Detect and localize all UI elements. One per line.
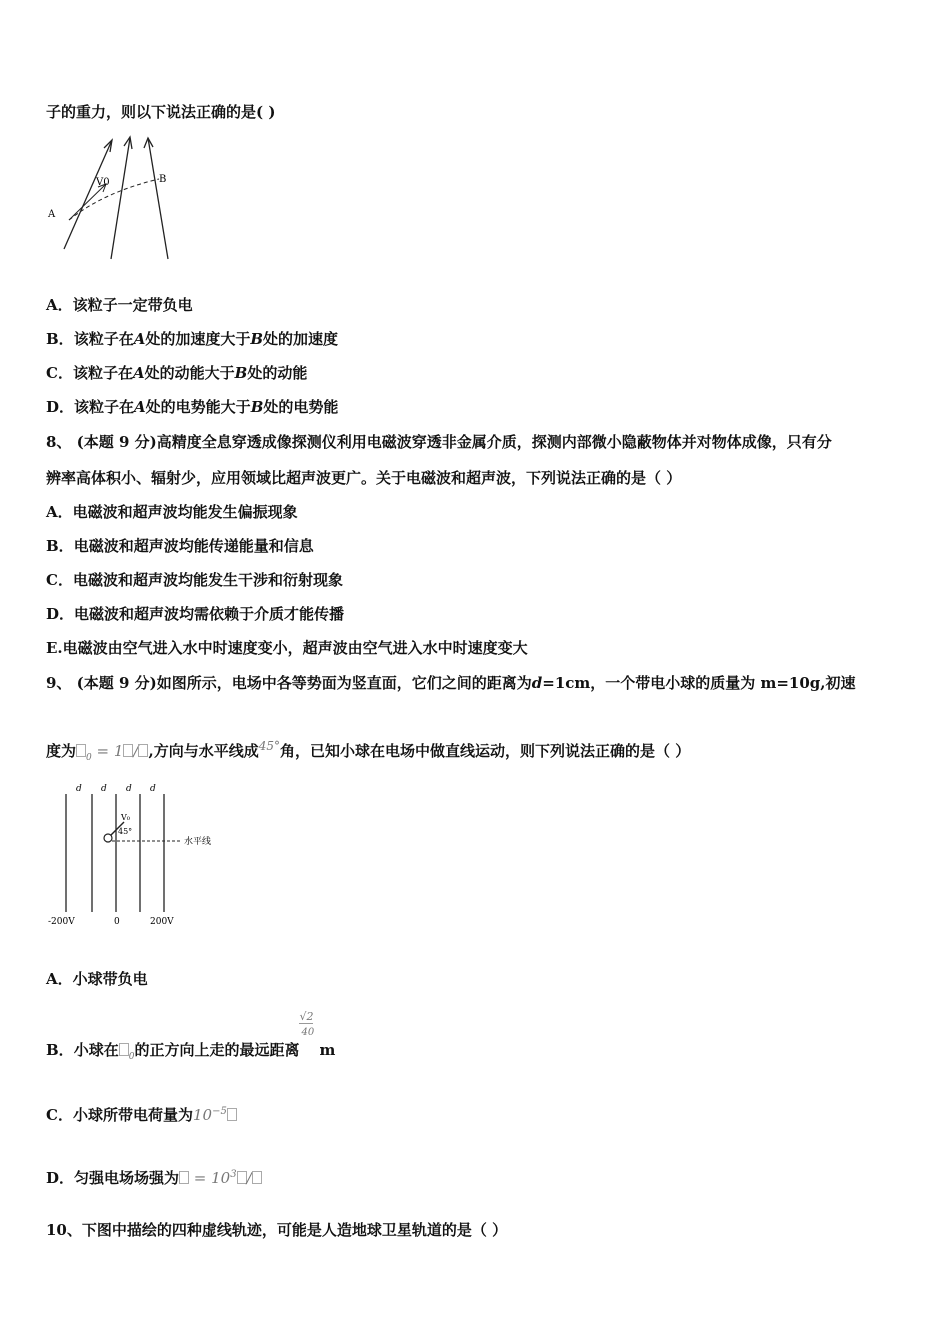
q9-figure: [44, 780, 234, 930]
q7-figure: [44, 132, 184, 262]
d-label-4: d: [150, 784, 156, 794]
angle-label: 45°: [118, 827, 133, 836]
q7-option-b[interactable]: B．该粒子在A处的加速度大于B处的加速度: [46, 330, 339, 348]
v0-arrow: [69, 184, 106, 220]
potential-right: 200V: [150, 917, 174, 927]
q8-option-e[interactable]: E.电磁波由空气进入水中时速度变小，超声波由空气进入水中时速度变大: [46, 639, 528, 657]
d-label-3: d: [126, 784, 132, 794]
potential-left: -200V: [48, 917, 75, 927]
particle-path: [69, 179, 159, 220]
field-line-2: [111, 138, 130, 259]
v0-label: V₀: [121, 813, 130, 822]
q9-stem-line2: 度为 $_0$ = 1 / ,方向与水平线成$^{45^\circ}$角，已知小球在电场中做直线运动，则下列说法正确的是（ ）: [46, 739, 691, 763]
q9-option-d[interactable]: D．匀强电场场强为 = $10^3$ /: [46, 1165, 262, 1188]
q7-option-d[interactable]: D．该粒子在A处的电势能大于B处的电势能: [46, 398, 339, 416]
q9-option-b[interactable]: B．小球在 $_0$的正方向上走的最远距离 $\frac{√2}{40}$ m: [46, 1010, 336, 1062]
q9-option-a[interactable]: A．小球带负电: [46, 970, 148, 988]
d-label-1: d: [76, 784, 82, 794]
q7-option-a[interactable]: A．该粒子一定带负电: [46, 296, 193, 314]
q8-option-b[interactable]: B．电磁波和超声波均能传递能量和信息: [46, 537, 314, 555]
q8-option-a[interactable]: A．电磁波和超声波均能发生偏振现象: [46, 503, 298, 521]
q8-stem-line2: 辨率高体积小、辐射少，应用领域比超声波更广。关于电磁波和超声波，下列说法正确的是（ ）: [46, 469, 682, 487]
q8-option-d[interactable]: D．电磁波和超声波均需依赖于介质才能传播: [46, 605, 345, 623]
q7-option-c[interactable]: C．该粒子在A处的动能大于B处的动能: [46, 364, 308, 382]
horizontal-label: 水平线: [184, 837, 212, 847]
q9-option-c[interactable]: C．小球所带电荷量为$10^{-5}$: [46, 1102, 237, 1125]
distance-fraction: $\frac{√2}{40}$: [299, 1010, 315, 1038]
q8-option-c[interactable]: C．电磁波和超声波均能发生干涉和衍射现象: [46, 571, 343, 589]
d-label-2: d: [101, 784, 107, 794]
charged-ball: [104, 834, 112, 842]
potential-mid: 0: [114, 917, 120, 927]
q10-stem: 10、下图中描绘的四种虚线轨迹，可能是人造地球卫星轨道的是（ ）: [46, 1221, 508, 1239]
label-a: A: [48, 209, 56, 220]
q8-stem-line1: 8、 (本题 9 分)高精度全息穿透成像探测仪利用电磁波穿透非金属介质，探测内部微小隐蔽物体并对物体成像，只有分: [46, 433, 832, 451]
v0-expression: $_0$ = 1 /: [76, 742, 148, 760]
label-b: B: [159, 174, 167, 185]
field-line-1: [64, 140, 112, 249]
field-line-3: [148, 138, 168, 259]
label-v0: V0: [96, 177, 110, 188]
q7-stem-tail: 子的重力，则以下说法正确的是( ): [46, 103, 276, 121]
q9-stem-line1: 9、 (本题 9 分)如图所示，电场中各等势面为竖直面，它们之间的距离为d=1cm，一个带电小球的质量为 m=10g,初速: [46, 674, 856, 692]
